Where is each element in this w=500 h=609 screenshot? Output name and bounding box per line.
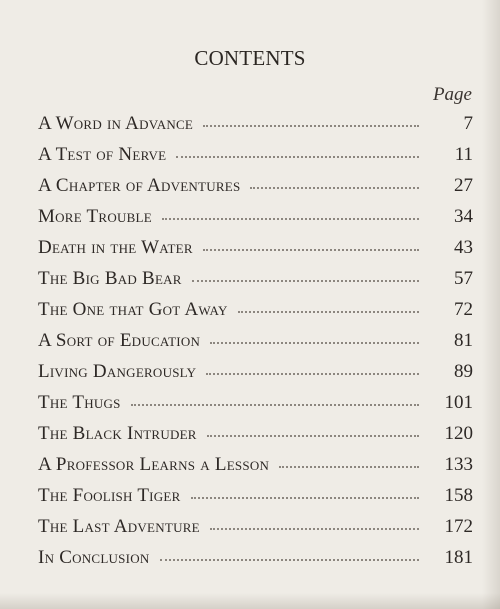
dot-leader bbox=[160, 558, 420, 561]
chapter-title: A Word in Advance bbox=[38, 113, 194, 134]
toc-row bbox=[38, 538, 473, 569]
dot-leader bbox=[210, 341, 419, 344]
chapter-page-number: 89 bbox=[454, 361, 473, 382]
chapter-title: More Trouble bbox=[38, 206, 152, 227]
dot-leader bbox=[207, 434, 419, 437]
chapter-page-number: 7 bbox=[463, 113, 473, 134]
toc-row bbox=[38, 290, 473, 321]
chapter-page-number: 81 bbox=[454, 330, 473, 351]
chapter-page-number: 34 bbox=[454, 206, 473, 227]
toc-row bbox=[38, 414, 473, 445]
toc-row bbox=[38, 135, 473, 166]
chapter-page-number: 181 bbox=[444, 547, 473, 568]
chapter-page-number: 72 bbox=[454, 299, 473, 320]
chapter-title: Death in the Water bbox=[38, 237, 193, 258]
dot-leader bbox=[279, 465, 419, 468]
dot-leader bbox=[203, 124, 419, 127]
chapter-page-number: 57 bbox=[454, 268, 473, 289]
chapter-title: The One that Got Away bbox=[38, 299, 228, 320]
dot-leader bbox=[176, 155, 419, 158]
toc-row bbox=[38, 352, 473, 383]
contents-heading: CONTENTS bbox=[194, 46, 306, 70]
dot-leader bbox=[238, 310, 419, 313]
dot-leader bbox=[191, 496, 419, 499]
chapter-title: A Sort of Education bbox=[38, 330, 201, 351]
page-column-label: Page bbox=[432, 84, 472, 105]
chapter-title: A Chapter of Adventures bbox=[38, 175, 241, 196]
chapter-title: The Last Adventure bbox=[38, 516, 200, 537]
toc-row bbox=[38, 166, 473, 197]
chapter-title: A Test of Nerve bbox=[38, 144, 167, 165]
dot-leader bbox=[206, 372, 419, 375]
toc-row bbox=[38, 104, 473, 135]
chapter-title: Living Dangerously bbox=[38, 361, 197, 382]
toc-row bbox=[38, 228, 473, 259]
toc-row bbox=[38, 507, 473, 538]
chapter-title: The Black Intruder bbox=[38, 423, 197, 444]
dot-leader bbox=[162, 217, 419, 220]
chapter-title: A Professor Learns a Lesson bbox=[38, 454, 270, 475]
dot-leader bbox=[192, 279, 419, 282]
dot-leader bbox=[250, 186, 419, 189]
chapter-title: The Big Bad Bear bbox=[38, 268, 182, 289]
chapter-page-number: 43 bbox=[454, 237, 473, 258]
chapter-page-number: 11 bbox=[454, 144, 473, 165]
chapter-page-number: 158 bbox=[444, 485, 473, 506]
chapter-page-number: 120 bbox=[444, 423, 473, 444]
toc-row bbox=[38, 321, 473, 352]
dot-leader bbox=[210, 527, 419, 530]
toc-row bbox=[38, 445, 473, 476]
table-of-contents bbox=[38, 104, 473, 569]
chapter-title: The Thugs bbox=[38, 392, 121, 413]
chapter-page-number: 27 bbox=[454, 175, 473, 196]
toc-row bbox=[38, 476, 473, 507]
dot-leader bbox=[203, 248, 419, 251]
chapter-page-number: 101 bbox=[444, 392, 473, 413]
page-shadow-right bbox=[482, 0, 500, 609]
toc-row bbox=[38, 259, 473, 290]
dot-leader bbox=[131, 403, 419, 406]
toc-row bbox=[38, 197, 473, 228]
page-shadow-bottom bbox=[0, 593, 500, 609]
chapter-page-number: 133 bbox=[444, 454, 473, 475]
chapter-title: In Conclusion bbox=[38, 547, 150, 568]
toc-row bbox=[38, 383, 473, 414]
chapter-title: The Foolish Tiger bbox=[38, 485, 181, 506]
chapter-page-number: 172 bbox=[444, 516, 473, 537]
